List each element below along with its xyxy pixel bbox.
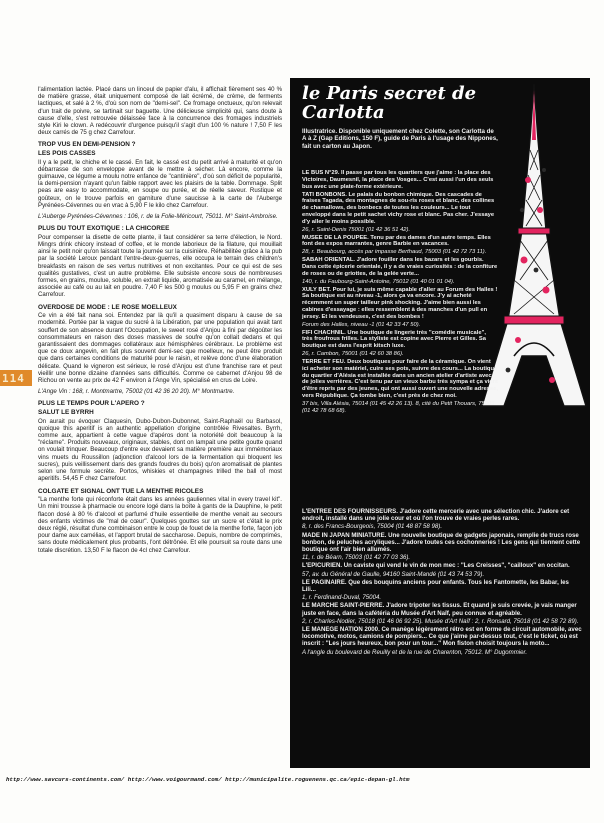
entry-terre-et-feu: TERRE ET FEU. Deux boutiques pour faire de la céramique. On vient ici acheter son matériel, cuire ses pots, suivre des cours... La boutique du quartier d'Alésia est installée dans un ancien atelier d'artiste avec de jolies verrières. C'est tenu par un vieux barbu très sympa et ça vient d'être repris par des jeunes, qui ont aussi ouvert une nouvelle adresse, vers République. Ça tombe bien, c'est près de chez moi. <box>302 358 498 400</box>
section-address: L'Ange Vin : 168, r. Montmartre, 75002 (01 42 36 20 20). M° Montmartre. <box>38 388 235 396</box>
section-title: PLUS DU TOUT EXOTIQUE : LA CHICOREE <box>38 225 170 233</box>
entry-address: 1, r. Ferdinand-Duval, 75004. <box>302 594 382 602</box>
entry-entree-fournisseurs: L'ENTREE DES FOURNISSEURS. J'adore cette mercerie avec une sélection chic. J'adore cet endroit, installé dans une jolie cour et où l'on trouve de vraies perles rares. <box>302 508 570 523</box>
entry-address: 11, r. de Béarn, 75003 (01 42 77 03 36). <box>302 554 411 562</box>
page-number: 114 <box>2 372 25 385</box>
section-rose-moelleux <box>38 304 282 396</box>
entry-sabah-oriental: SABAH ORIENTAL. J'adore fouiller dans les bazars et les gourbis. Dans cette épicerie orientale, il y a de vraies curiosités : de la confiture de roses ou de griottes, de la gelée verte... <box>302 257 498 277</box>
entry-musee-poupee: MUSEE DE LA POUPEE. Tenu par des dames d'un autre temps. Elles font des expos marrantes, genre Barbie en vacances. <box>302 234 491 248</box>
entry-address: 57, av. du Général de Gaulle, 94160 Saint-Mandé (01 43 74 53 79). <box>302 570 485 578</box>
section-title: TROP VUS EN DEMI-PENSION ? <box>38 141 136 149</box>
panel-intro: Illustratrice. Disponible uniquement chez Colette, son Carlotta de A à Z (Gap Editions, 150 F), guide de Paris à l'usage des Nippones, fait un carton au Japon. <box>302 128 498 150</box>
section-text: Ce vin a été fait nana soi. Entendez par là qu'il a quasiment disparu à cause de sa modernité. Portée par la vague du sucré à la Libération, par une population qui avait tant souffert de son absence durant l'Occupation, le sweet rosé d'Anjou à fini par dégoûter les consommateurs en raison des doses massives de soufre qu'on collait dedans et qui garantissaient des dommages collatéraux aux hémisphères cérébraux. Le problème est que ce doux angevin, en fait plus souvent demi-sec que moelleux, ne peut être produit que dans certaines conditions de maturité pour le raisin, et relève donc d'une élaboration délicate. Quand le vigneron est sérieux, le rosé d'Anjou est d'une franchise rare et peut vieillir une bonne dizaine d'années sans difficultés. Comme ce cabernet d'Anjou 98 de Richou on vente au prix de 42 F environ à l'Ange Vin, spécialisé en crus de Loire. <box>38 312 282 385</box>
entry-manege-nation: LE MANEGE NATION 2000. Ce manège légèrement rétro est en forme de circuit automobile, avec locomotive, motos, camions de pompiers... Ce que j'aime par-dessus tout, c'est le ticket, où est inscrit : "Les jours heureux, bon pour un tour..." Mon fiston choisit toujours la moto... <box>302 626 582 648</box>
section-subtitle: SALUT LE BYRRH <box>38 409 94 417</box>
entry-address: 26, r. Saint-Denis 75001 (01 42 36 51 42). <box>302 226 411 233</box>
entry-address: 28, r. Beaubourg, accès par impasse Berthaud, 75003 (01 42 72 73 11). <box>302 249 487 256</box>
left-column <box>38 86 282 558</box>
section-byrrh <box>38 400 282 482</box>
panel-title: le Paris secret de Carlotta <box>302 83 477 123</box>
section-text: Pour compenser la disette de cette plante, il faut considérer sa terre d'élection, le Nord. Mingrs drink chicory instead of coffee, et le monde laborieux de la filature, qui mouillait ainsi le petit noir qu'on laissait toute la journée sur la cuisinière. Réhabilitée grâce à la pub par la société Leroux pendant l'entre-deux-guerres, elle occupa le terrain des children's breakfasts en raison de ses vertus nutritives et non excitantes. Pour ce qui est de ses qualités gustatives, c'est un autre problème. Elle subsiste encore sous de nombreuses formes, en grains, moulue, soluble, en extrait liquide, aromatisée au caramel, en mélange, associée au café ou au lait en poudre. 7,40 F les 500 g moulus ou 5,95 F en grains chez Carrefour. <box>38 233 282 299</box>
entry-made-in-japan: MADE IN JAPAN MINIATURE. Une nouvelle boutique de gadgets japonais, remplie de trucs rose bonbon, de peluches acryliques... J'adore toutes ces cochonneries ! Les gens qui tiennent cette boutique ont l'air bien allumés. <box>302 531 581 554</box>
entry-bus-29: LE BUS N°29. Il passe par tous les quartiers que j'aime : la place des Victoires, Daumesnil, la place des Vosges... C'est aussi l'un des seuls bus avec une plate-forme extérieure. <box>302 170 494 190</box>
section-subtitle: LES POIS CASSES <box>38 150 96 158</box>
entry-marche-saint-pierre: LE MARCHE SAINT-PIERRE. J'adore tripoter les tissus. Et quand je suis crevée, je vais manger juste en face, dans la cafétéria du Musée d'Art Naïf, peu connue et agréable. <box>302 602 577 617</box>
entry-fifi-chachnil: FIFI CHACHNIL. Une boutique de lingerie très "comédie musicale", très froufrous frilles. La styliste est copine avec Pierre et Gilles. Sa boutique est dans l'esprit kitsch luxe. <box>302 329 486 350</box>
section-text: "La menthe forte qui réconforte était dans les années gauliennes vital in every travel kit". Un mini trousse à pharmacie ou encore logé dans la boîte à gants de la Dauphine, le petit flacon dosé à 80 % d'alcool et parfumé d'huile essentielle de menthe venait au secours des enfants victimes de "mal de cœur". Quelques gouttes sur un sucre et c'était le prix deux réglé, résultat d'une combinaison entre le coup de fouet de la menthe forte, façon job pour dame aux camélias, et l'apport brutal de saccharose. Depuis, nombre de comprimés, sans doute médicalement plus probants, l'ont détrônée. Et elle poursuit sa route dans une totale discrétion. 13,50 F le flacon de 4cl chez Carrefour. <box>38 496 282 554</box>
footer-urls[interactable]: http://www.savcurs-continents.com/ http://www.voigourmand.com/ http://municipalite.roguenens.qc.ca/epic-depan-gl.htm <box>6 776 410 783</box>
entry-address: A l'angle du boulevard de Reuilly et de la rue de Charenton, 75012. M° Dugommier. <box>302 648 528 656</box>
entries-lower <box>302 508 584 657</box>
section-chicoree <box>38 225 282 298</box>
section-menthe-ricoles <box>38 488 282 554</box>
entry-address: 2, r. Charles-Nodier, 75018 (01 46 06 92 25). Musée d'Art Naïf : 2, r. Ronsard, 75018 (01 42 58 72 89). <box>302 617 579 625</box>
section-title: OVERDOSE DE MODE : LE ROSE MOELLEUX <box>38 303 177 311</box>
section-title: PLUS LE TEMPS POUR L'APERO ? <box>38 400 145 408</box>
entry-tati-bonbons: TATI BONBONS. Le palais du bonbon chimique. Des cascades de fraises Tagada, des montagnes de sou-ris roses et blanc, des collines de chamallows, des bonbecs de toutes les couleurs... Le tout enveloppé dans le petit sachet vichy rose et blanc. Pas cher. J'essaye d'y aller le moins possible. <box>302 191 495 225</box>
entry-address: 26, r. Cambon, 75001 (01 42 60 38 86). <box>302 351 404 358</box>
paris-secret-panel <box>290 78 590 768</box>
entry-address: Forum des Halles, niveau -1 (01 42 33 47 50). <box>302 321 421 328</box>
intro-paragraph: l'alimentation lactée. Placé dans un linceul de papier d'alu, il affichait fièrement ses 40 % de matière grasse, était uniquement composé de lait écrémé, de crème, de ferments lactiques, et salé à 2 %, d'où son nom de "demi-sel". Ce fromage onctueux, qu'on relevait d'un trait de poivre, se tartinait sur baguette. Une délicieuse simplicité qui, sans doute à cause d'elle, s'est retrouvée délaissée face à la concurrence des fromages industriels style Kiri le clown. A redécouvrir d'urgence puisqu'il s'agit d'un 100 % nature ! 7,50 F les deux carrés de 75 g chez Carrefour. <box>38 86 282 137</box>
entry-xuly-bet: XULY BET. Pour lui, je suis même capable d'aller au Forum des Halles ! Sa boutique est au niveau -1, alors ça va encore. J'y ai acheté récemment un super tailleur pink shocking. J'aime bien aussi les cabines d'essayage : elles ressemblent à des manches d'un pull en jersey. Et les vendeuses, c'est des bombes ! <box>302 286 498 320</box>
entries-upper <box>302 170 498 416</box>
entry-address: 37 bis, Villa Alésia, 75014 (01 45 42 26 13). 8, cité du Petit Thouars, 75003 (01 42 78 68 68). <box>302 401 495 414</box>
entry-epicurien: L'EPICURIEN. Un caviste qui vend le vin de mon mec : "Les Creisses", "cailloux" en occitan. <box>302 562 570 570</box>
section-text: Il y a le petit, le chiche et le cassé. En fait, le cassé est du petit arrivé à maturité et qu'on débarrasse de son enveloppe avant de le mettre à sécher. Là encore, comme la guimauve, ce légume a moulu notre enfance de "cantinière", d'où son déficit de popularité, la demi-pension n'ayant qu'un faible rapport avec les plaisirs de la table. Dommage. Split peas are easy to accommodate, en soupe ou purée, et de réelle saveur. Rustique et goûteux, on le trouve parfois en garniture d'une saucisse à la carte de l'Auberge Pyrénées-Cévennes ou en vrac à 5,90 F le kilo chez Carrefour. <box>38 158 282 209</box>
section-text: On aurait pu évoquer Claquesin, Dubo-Dubon-Dubonnet, Saint-Raphaël ou Barbasol, quoique this aperitif is an authentic appellation d'origine contrôlée Rivesaltes. Byrrh, comme aux, appartient à cette vague d'apéros dont la notoriété doit beaucoup à la "réclame". Produits nouveaux, originaux, stables, dont on lampait une petite goutte quand on voulait trinquer. Beaucoup d'entre eux devaient sa matière première aux immémoriaux vins muets du Roussillon (adjonction d'alcool lors de la fermentation qui bloquent les sucres), puis veillissement dans des grands foudres du bois) qu'on aromatisait de plantes selon une formule secrète. Portos, whiskies et champagnes trilled the ball of most aperitifs. 54,45 F chez Carrefour. <box>38 417 282 483</box>
section-address: L'Auberge Pyrénées-Cévennes : 106, r. de la Folie-Méricourt, 75011. M° Saint-Ambroise. <box>38 213 278 221</box>
entry-paginaire: LE PAGINAIRE. Que des bouquins anciens pour enfants. Tous les Fantomette, les Babar, les Lili... <box>302 578 569 594</box>
entry-address: 140, r. du Faubourg-Saint-Antoine, 75012 (01 40 01 01 04). <box>302 278 455 285</box>
entry-address: 8, r. des Francs-Bourgeois, 75004 (01 48 87 58 98). <box>302 523 443 531</box>
page-number-tab <box>0 370 32 386</box>
section-title: COLGATE ET SIGNAL ONT TUE LA MENTHE RICOLES <box>38 487 204 495</box>
section-pois-casses <box>38 141 282 220</box>
